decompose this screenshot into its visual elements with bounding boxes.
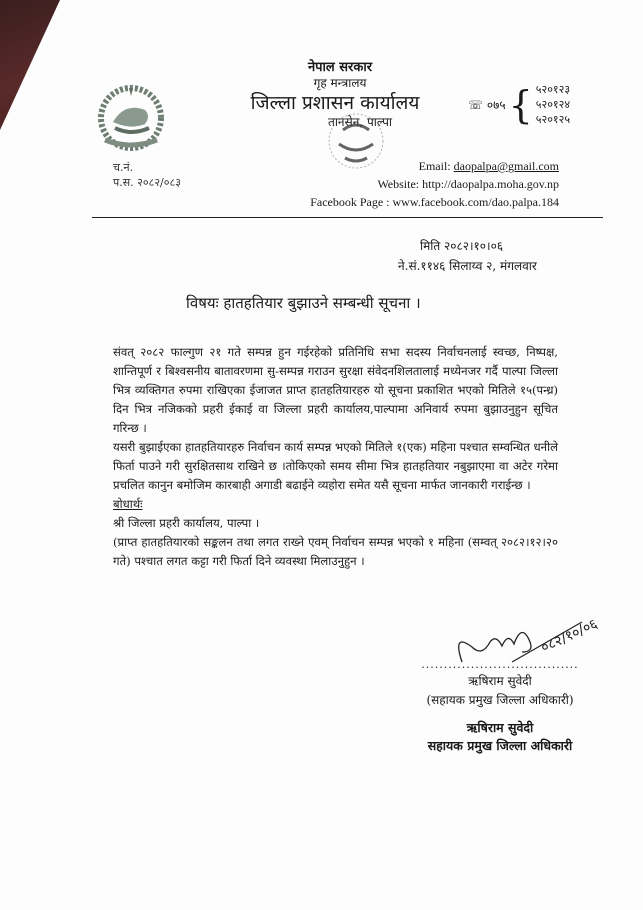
phone-number: ५२०१२५ [535, 113, 571, 126]
date-block [398, 236, 537, 276]
contact-info [310, 157, 559, 211]
date-nepal-sambat: ने.सं.११४६ सिलाय्व २, मंगलवार [398, 259, 537, 273]
cc-heading: बोधार्थः [113, 497, 143, 511]
pa-sa: प.स. २०८२/०८३ [113, 176, 181, 189]
nepal-emblem-icon [95, 82, 167, 154]
office-address: तानसेन, पाल्पा [327, 115, 392, 129]
cc-note: (प्राप्त हातहतियारको सङ्कलन तथा लगत राख्ने एवम् निर्वाचन सम्पन्न भएको १ महिना (सम्वत् २०८२।१२।२० गते) पश्चात लगत कट्टा गरी फिर्ता दिने व्यवस्था मिलाउनुहुन । [113, 535, 558, 568]
email-link[interactable]: daopalpa@gmail.com [453, 159, 559, 173]
ministry-name: गृह मन्त्रालय [313, 76, 367, 90]
office-name: जिल्ला प्रशासन कार्यालय [250, 92, 420, 114]
brace-icon: { [508, 82, 533, 127]
notice-body [113, 343, 558, 571]
body-paragraph-2: यसरी बुझाईएका हातहतियारहरु निर्वाचन कार्य सम्पन्न भएको मितिले १(एक) महिना पश्चात सम्वन्धित धनीले फिर्ता पाउने गरी सुरक्षितसाथ राखिने छ ।तोकिएको समय सीमा भित्र हातहतियार नबुझाएमा वा अटेर गरेमा प्रचलित कानुन बमोजिम कारबाही अगाडी बढाईने व्यहोरा समेत यसै सूचना मार्फत जानकारी गराईन्छ । [113, 440, 558, 492]
header-divider [92, 217, 603, 218]
signature-block [400, 616, 601, 755]
phone-number: ५२०१२३ [535, 83, 571, 96]
website-link[interactable]: Website: http://daopalpa.moha.gov.np [377, 177, 559, 191]
phone-number: ५२०१२४ [535, 98, 571, 111]
phone-area-code: ०७५ [486, 98, 506, 112]
government-name: नेपाल सरकार [307, 60, 373, 75]
signature-dots: ................................... [421, 658, 579, 671]
scan-edge-shadow [0, 0, 60, 130]
date-miti: मिति २०८२।१०।०६ [420, 239, 504, 253]
email-label: Email: [418, 159, 454, 173]
name-seal [400, 719, 600, 755]
signatory-name: ऋषिराम सुवेदी [468, 674, 532, 688]
reference-numbers [113, 160, 181, 190]
email-line [310, 157, 559, 175]
handwritten-signature-icon [442, 612, 601, 672]
seal-title: सहायक प्रमुख जिल्ला अधिकारी [427, 738, 573, 753]
cc-recipient: श्री जिल्ला प्रहरी कार्यालय, पाल्पा । [113, 516, 260, 530]
telephone-icon: ☏ [468, 97, 484, 112]
subject-heading: विषयः हातहतियार बुझाउने सम्बन्धी सूचना । [186, 294, 421, 312]
signatory-title: (सहायक प्रमुख जिल्ला अधिकारी) [426, 693, 574, 707]
body-paragraph-1: संवत् २०८२ फाल्गुण २१ गते सम्पन्न हुन गईरहेको प्रतिनिधि सभा सदस्य निर्वाचनलाई स्वच्छ, निष्पक्ष, शान्तिपूर्ण र बिश्वसनीय बातावरणमा सु-सम्पन्न गराउन सुरक्षा संवेदनशिलतालाई मध्येनजर गर्दै पाल्पा जिल्ला भित्र व्यक्तिगत रुपमा राखिएका ईजाजत प्राप्त हातहतियारहरु यो सूचना प्रकाशित भएको मितिले १५(पन्ध्र) दिन भित्र नजिकको प्रहरी ईकाई वा जिल्ला प्रहरी कार्यालय,पाल्पामा अनिवार्य रुपमा बुझाउनुहुन सूचित गरिन्छ । [113, 345, 558, 435]
facebook-link[interactable]: Facebook Page : www.facebook.com/dao.palpa.184 [310, 195, 559, 209]
phone-block [468, 82, 570, 127]
ch-no: च.नं. [113, 161, 134, 174]
handwritten-date: ०८२/१०/०६ [538, 616, 601, 657]
seal-name: ऋषिराम सुवेदी [466, 720, 534, 735]
